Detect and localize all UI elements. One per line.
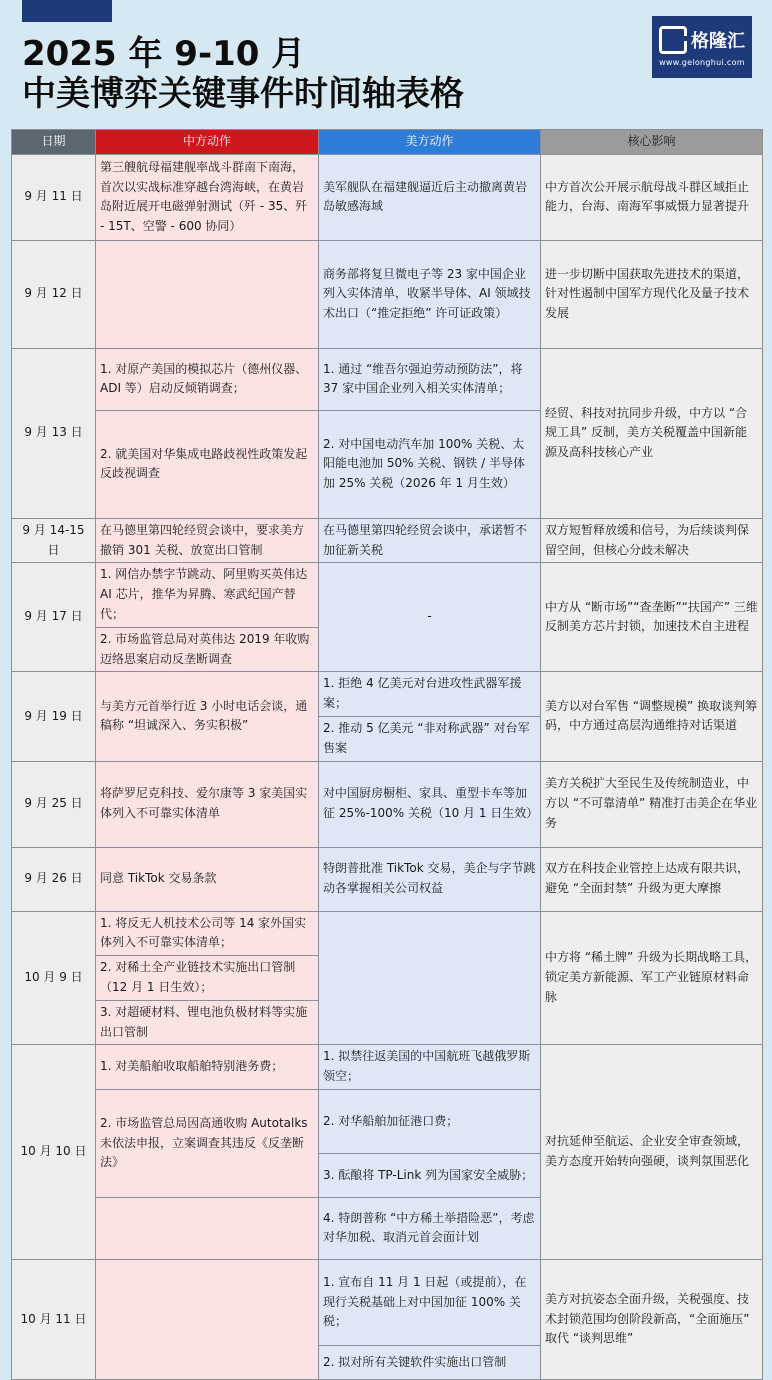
title-line-2: 中美博弈关键事件时间轴表格 xyxy=(22,74,464,115)
china-action-cell: 1. 对原产美国的模拟芯片（德州仪器、ADI 等）启动反倾销调查； xyxy=(96,348,319,410)
impact-cell: 美方以对台军售 “调整规模” 换取谈判筹码，中方通过高层沟通维持对话渠道 xyxy=(541,672,763,761)
table-row xyxy=(12,563,763,627)
impact-cell: 双方短暂释放缓和信号，为后续谈判保留空间，但核心分歧未解决 xyxy=(541,518,763,563)
us-action-cell: 在马德里第四轮经贸会谈中，承诺暂不加征新关税 xyxy=(319,518,541,563)
row-date: 10 月 10 日 xyxy=(12,1045,96,1260)
china-action-cell: 2. 对稀土全产业链技术实施出口管制（12 月 1 日生效）； xyxy=(96,956,319,1001)
impact-cell: 美方关税扩大至民生及传统制造业，中方以 “不可靠清单” 精准打击美企在华业务 xyxy=(541,761,763,847)
header-date: 日期 xyxy=(12,130,96,155)
row-date: 9 月 14-15 日 xyxy=(12,518,96,563)
row-date: 10 月 11 日 xyxy=(12,1259,96,1379)
logo-url: www.gelonghui.com xyxy=(659,58,745,67)
table-row xyxy=(12,518,763,563)
china-action-cell xyxy=(96,1197,319,1259)
us-action-cell: 1. 拟禁往返美国的中国航班飞越俄罗斯领空； xyxy=(319,1045,541,1090)
table-row xyxy=(12,240,763,348)
us-action-cell: 1. 宣布自 11 月 1 日起（或提前），在现行关税基础上对中国加征 100% 关税； xyxy=(319,1259,541,1345)
china-action-cell: 在马德里第四轮经贸会谈中，要求美方撤销 301 关税、放宽出口管制 xyxy=(96,518,319,563)
us-action-cell: 商务部将复旦微电子等 23 家中国企业列入实体清单，收紧半导体、AI 领域技术出口（“推定拒绝” 许可证政策） xyxy=(319,240,541,348)
us-action-cell xyxy=(319,911,541,1045)
china-action-cell xyxy=(96,240,319,348)
china-action-cell: 与美方元首举行近 3 小时电话会谈，通稿称 “坦诚深入、务实积极” xyxy=(96,672,319,761)
impact-cell: 进一步切断中国获取先进技术的渠道，针对性遏制中国军方现代化及量子技术发展 xyxy=(541,240,763,348)
header-core-impact: 核心影响 xyxy=(541,130,763,155)
us-action-cell: 1. 拒绝 4 亿美元对台进攻性武器军援案； xyxy=(319,672,541,717)
china-action-cell: 同意 TikTok 交易条款 xyxy=(96,847,319,911)
us-action-cell: 2. 对华船舶加征港口费； xyxy=(319,1089,541,1153)
impact-cell: 对抗延伸至航运、企业安全审查领域，美方态度开始转向强硬，谈判氛围恶化 xyxy=(541,1045,763,1260)
row-date: 9 月 17 日 xyxy=(12,563,96,672)
header-us-action: 美方动作 xyxy=(319,130,541,155)
table-row xyxy=(12,911,763,956)
brand-mark-icon xyxy=(659,26,687,54)
china-action-cell: 1. 对美船舶收取船舶特别港务费； xyxy=(96,1045,319,1090)
table-header-row xyxy=(12,130,763,155)
impact-cell: 经贸、科技对抗同步升级，中方以 “合规工具” 反制，美方关税覆盖中国新能源及高科技核心产业 xyxy=(541,348,763,518)
china-action-cell: 1. 网信办禁字节跳动、阿里购买英伟达 AI 芯片，推华为昇腾、寒武纪国产替代； xyxy=(96,563,319,627)
china-action-cell: 将萨罗尼克科技、爱尔康等 3 家美国实体列入不可靠实体清单 xyxy=(96,761,319,847)
china-action-cell: 2. 市场监管总局对英伟达 2019 年收购迈络思案启动反垄断调查 xyxy=(96,627,319,672)
header-china-action: 中方动作 xyxy=(96,130,319,155)
logo-name: 格隆汇 xyxy=(691,31,745,52)
row-date: 10 月 9 日 xyxy=(12,911,96,1045)
table-row xyxy=(12,847,763,911)
us-action-cell: 3. 酝酿将 TP-Link 列为国家安全威胁； xyxy=(319,1153,541,1197)
us-action-cell: 1. 通过 “维吾尔强迫劳动预防法”，将 37 家中国企业列入相关实体清单； xyxy=(319,348,541,410)
table-row xyxy=(12,672,763,717)
title-line-1: 2025 年 9-10 月 xyxy=(22,34,306,74)
us-action-cell: 2. 拟对所有关键软件实施出口管制 xyxy=(319,1345,541,1379)
timeline-table xyxy=(11,129,763,1380)
china-action-cell: 2. 市场监管总局因高通收购 Autotalks 未依法申报，立案调查其违反《反垄断法》 xyxy=(96,1089,319,1197)
row-date: 9 月 25 日 xyxy=(12,761,96,847)
row-date: 9 月 26 日 xyxy=(12,847,96,911)
china-action-cell: 第三艘航母福建舰率战斗群南下南海，首次以实战标准穿越台湾海峡，在黄岩岛附近展开电磁弹射测试（歼 - 35、歼 - 15T、空警 - 600 协同） xyxy=(96,154,319,240)
impact-cell: 美方对抗姿态全面升级，关税强度、技术封锁范围均创阶段新高，“全面施压” 取代 “谈判思维” xyxy=(541,1259,763,1379)
row-date: 9 月 11 日 xyxy=(12,154,96,240)
table-row xyxy=(12,154,763,240)
impact-cell: 中方首次公开展示航母战斗群区域拒止能力，台海、南海军事威慑力显著提升 xyxy=(541,154,763,240)
us-action-cell: - xyxy=(319,563,541,672)
impact-cell: 中方从 “断市场”“查垄断”“扶国产” 三维反制美方芯片封锁，加速技术自主进程 xyxy=(541,563,763,672)
page-title xyxy=(22,34,464,114)
china-action-cell: 1. 将反无人机技术公司等 14 家外国实体列入不可靠实体清单； xyxy=(96,911,319,956)
table-row xyxy=(12,761,763,847)
us-action-cell: 2. 对中国电动汽车加 100% 关税、太阳能电池加 50% 关税、钢铁 / 半导体加 25% 关税（2026 年 1 月生效） xyxy=(319,410,541,518)
china-action-cell xyxy=(96,1259,319,1379)
us-action-cell: 特朗普批准 TikTok 交易，美企与字节跳动各掌握相关公司权益 xyxy=(319,847,541,911)
impact-cell: 中方将 “稀土牌” 升级为长期战略工具，锁定美方新能源、军工产业链原材料命脉 xyxy=(541,911,763,1045)
china-action-cell: 3. 对超硬材料、锂电池负极材料等实施出口管制 xyxy=(96,1000,319,1045)
top-accent-bar xyxy=(22,0,112,22)
row-date: 9 月 13 日 xyxy=(12,348,96,518)
china-action-cell: 2. 就美国对华集成电路歧视性政策发起反歧视调查 xyxy=(96,410,319,518)
us-action-cell: 4. 特朗普称 “中方稀土举措险恶”，考虑对华加税、取消元首会面计划 xyxy=(319,1197,541,1259)
row-date: 9 月 12 日 xyxy=(12,240,96,348)
table-row xyxy=(12,1259,763,1345)
table-row xyxy=(12,1045,763,1090)
brand-logo xyxy=(652,16,752,78)
impact-cell: 双方在科技企业管控上达成有限共识，避免 “全面封禁” 升级为更大摩擦 xyxy=(541,847,763,911)
us-action-cell: 对中国厨房橱柜、家具、重型卡车等加征 25%-100% 关税（10 月 1 日生效） xyxy=(319,761,541,847)
table-row xyxy=(12,348,763,410)
row-date: 9 月 19 日 xyxy=(12,672,96,761)
us-action-cell: 2. 推动 5 亿美元 “非对称武器” 对台军售案 xyxy=(319,716,541,761)
us-action-cell: 美军舰队在福建舰逼近后主动撤离黄岩岛敏感海域 xyxy=(319,154,541,240)
